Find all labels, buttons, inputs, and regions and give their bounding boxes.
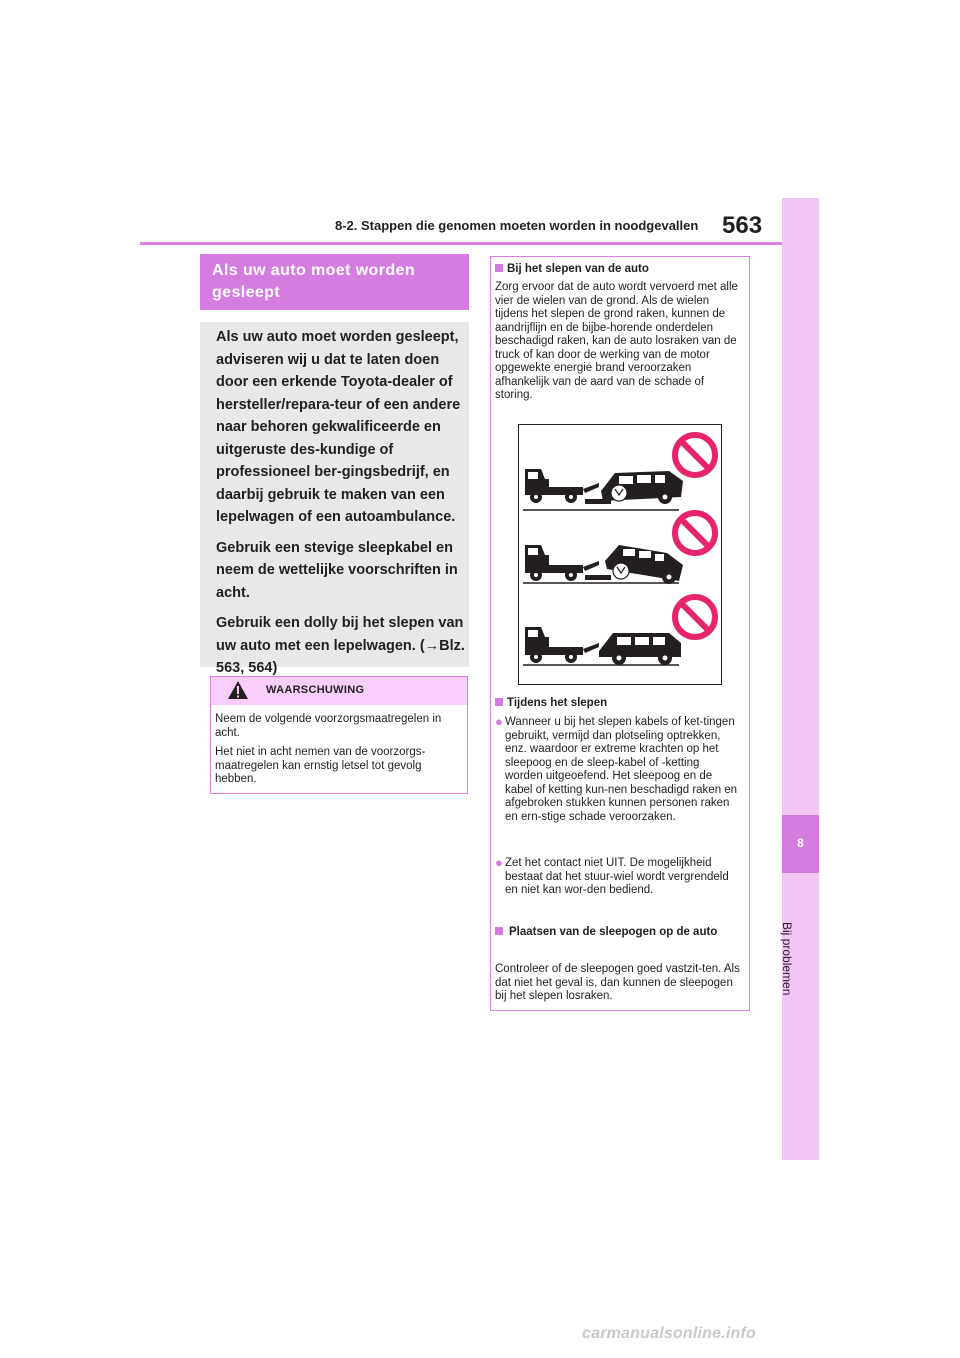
hooks-text: Controleer of de sleepogen goed vastzit-ten. Als dat niet het geval is, dan kunnen de sleepogen bij het slepen losraken. xyxy=(495,963,740,1002)
intro-paragraph: Als uw auto moet worden gesleept, adviseren wij u dat te laten doen door een erkende Toyota-dealer of hersteller/repara-teur of een andere naar behoren gekwalificeerde en uitgeruste des-kundige of professioneel ber-gingsbedrijf, en daarbij gebruik te maken van een lepelwagen of een autoambulance. xyxy=(216,329,461,525)
intro-text xyxy=(216,326,466,688)
round-bullet-icon: ● xyxy=(495,714,503,729)
towing-methods-illustration xyxy=(518,424,722,685)
section-heading: Als uw auto moet worden gesleept xyxy=(212,262,415,301)
hooks-heading-text: Plaatsen van de sleepogen op de auto xyxy=(509,926,718,938)
warning-box xyxy=(210,676,468,794)
towing-text: Zorg ervoor dat de auto wordt vervoerd met alle vier de wielen van de grond. Als de wielen tijdens het slepen de grond raken, kunnen de aandrijflijn en de bijbe-horende onderdelen beschadigd raken, kan de auto losraken van de truck of kan door de werking van de motor opgewekte energie brand veroorzaken afhankelijk van de aard van de schade of storing. xyxy=(495,281,738,401)
chapter-number: 8 xyxy=(797,836,804,850)
round-bullet-icon: ● xyxy=(495,855,503,870)
towing-heading-text: Bij het slepen van de auto xyxy=(507,263,649,275)
chapter-label-text: Bij problemen xyxy=(780,922,794,996)
during-bullet: Wanneer u bij het slepen kabels of ket-tingen gebruikt, vermijd dan plotseling optrekken, enz. waardoor er extreme krachten op het sleepoog en de sleep-kabel of -ketting worden uitgeoefend. Het sleepoog en de kabel of ketting kun-nen beschadigd raken en afgebroken stukken kunnen personen raken en ern-stige schade veroorzaken. xyxy=(505,716,738,823)
towing-illustration-svg xyxy=(519,425,721,684)
warning-paragraph: Het niet in acht nemen van de voorzorgs-maatregelen kan ernstig letsel tot gevolg hebben. xyxy=(215,746,426,785)
tow-scene-3 xyxy=(523,597,715,665)
running-header: 8-2. Stappen die genomen moeten worden in noodgevallen xyxy=(335,218,699,233)
section-heading-box xyxy=(200,254,469,310)
during-heading-text: Tijdens het slepen xyxy=(507,697,608,709)
during-heading xyxy=(495,697,741,711)
intro-paragraph: Gebruik een dolly bij het slepen van uw auto met een lepelwagen. (→Blz. 563, 564) xyxy=(216,615,465,676)
warning-body xyxy=(215,713,463,793)
square-bullet-icon xyxy=(495,927,503,935)
watermark: carmanualsonline.info xyxy=(582,1325,757,1342)
tow-scene-2 xyxy=(523,513,715,584)
warning-triangle-icon xyxy=(227,680,249,700)
warning-paragraph: Neem de volgende voorzorgsmaatregelen in acht. xyxy=(215,713,442,739)
warning-label: WAARSCHUWING xyxy=(266,684,365,696)
square-bullet-icon xyxy=(495,698,503,706)
intro-box xyxy=(200,322,469,676)
tow-scene-1 xyxy=(523,435,715,510)
intro-paragraph: Gebruik een stevige sleepkabel en neem de wettelijke voorschriften in acht. xyxy=(216,539,458,601)
header-rule xyxy=(140,242,782,245)
towing-heading xyxy=(495,263,741,277)
chapter-side-tab[interactable] xyxy=(782,198,819,1160)
warning-header xyxy=(211,677,467,705)
during-bullet: Zet het contact niet UIT. De mogelijkheid bestaat dat het stuur-wiel wordt vergrendeld en niet kan wor-den bediend. xyxy=(505,857,729,896)
square-bullet-icon xyxy=(495,264,503,272)
page-number: 563 xyxy=(722,212,763,239)
